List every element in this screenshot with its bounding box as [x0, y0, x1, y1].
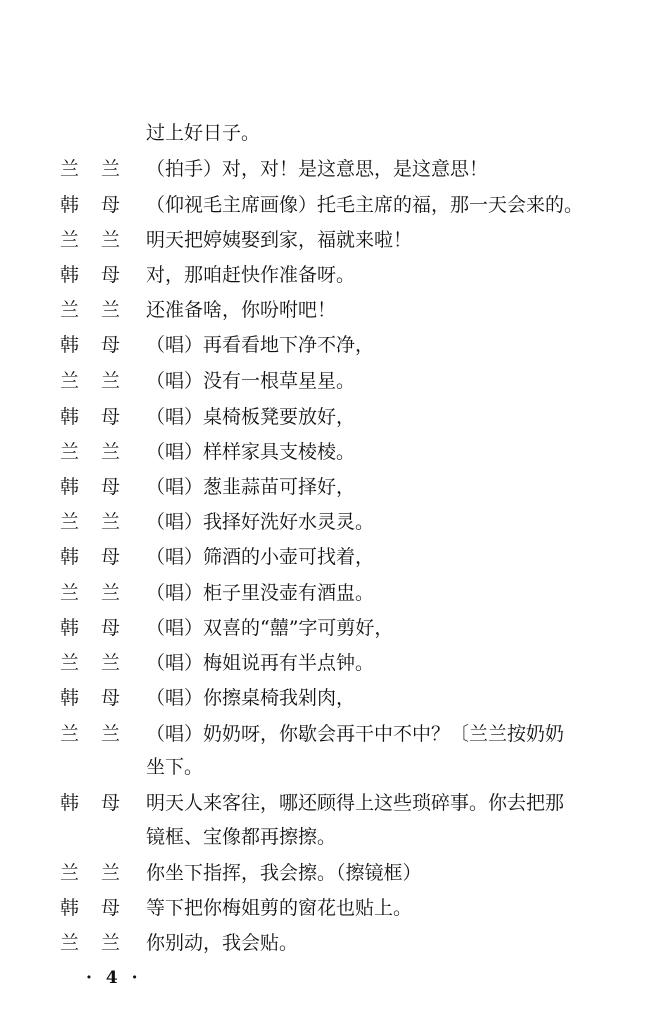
dialogue-line [0, 891, 672, 925]
dialogue-text: （唱）再看看地下净不净， [146, 334, 375, 356]
dialogue-text: （唱）梅姐说再有半点钟。 [146, 652, 375, 674]
dialogue-line [0, 505, 672, 539]
dialogue-line [0, 152, 672, 186]
dialogue-line [0, 258, 672, 292]
dialogue-text: 过上好日子。 [146, 122, 261, 144]
speaker-name: 兰兰 [60, 158, 143, 180]
dialogue-text: 镜框、宝像都再擦擦。 [146, 826, 337, 848]
page-number: · 4 · [86, 968, 142, 988]
dialogue-text: （唱）双喜的“囍”字可剪好， [146, 617, 394, 639]
speaker-name: 韩母 [60, 617, 143, 639]
dialogue-text: （唱）没有一根草星星。 [146, 370, 356, 392]
dialogue-text: 明天人来客往，哪还顾得上这些琐碎事。你去把那 [146, 792, 565, 814]
speaker-name: 兰兰 [60, 299, 143, 321]
dialogue-text: 你别动，我会贴。 [146, 932, 299, 954]
speaker-name: 韩母 [60, 546, 143, 568]
dialogue-text: （唱）葱韭蒜苗可择好， [146, 476, 356, 498]
dialogue-line [0, 540, 672, 574]
dialogue-text: 你坐下指挥，我会擦。（擦镜框） [146, 862, 422, 884]
dialogue-line [0, 293, 672, 327]
dialogue-text: 坐下。 [146, 756, 204, 778]
dialogue-line [0, 400, 672, 434]
speaker-name: 韩母 [60, 406, 143, 428]
speaker-name: 兰兰 [60, 441, 143, 463]
speaker-name: 兰兰 [60, 652, 143, 674]
dialogue-line [0, 188, 672, 222]
speaker-name: 兰兰 [60, 582, 143, 604]
speaker-name: 韩母 [60, 687, 143, 709]
speaker-name: 兰兰 [60, 932, 143, 954]
dialogue-text: （拍手）对，对！是这意思，是这意思！ [146, 158, 489, 180]
dialogue-text: （唱）桌椅板凳要放好， [146, 406, 356, 428]
dialogue-line [0, 926, 672, 960]
speaker-name: 兰兰 [60, 229, 143, 251]
dialogue-line [0, 611, 672, 645]
dialogue-line [0, 856, 672, 890]
dialogue-text: 还准备啥，你吩咐吧！ [146, 299, 337, 321]
dialogue-text: （唱）我择好洗好水灵灵。 [146, 511, 375, 533]
speaker-name: 韩母 [60, 334, 143, 356]
dialogue-text: （唱）样样家具支棱棱。 [146, 441, 356, 463]
dialogue-line [0, 435, 672, 469]
dialogue-line [0, 786, 672, 820]
dialogue-text: 明天把婷姨娶到家，福就来啦！ [146, 229, 413, 251]
speaker-name: 韩母 [60, 476, 143, 498]
dialogue-line [0, 223, 672, 257]
dialogue-line [0, 328, 672, 362]
dialogue-line [0, 576, 672, 610]
speaker-name: 韩母 [60, 264, 143, 286]
dialogue-line [0, 681, 672, 715]
dialogue-text: 等下把你梅姐剪的窗花也贴上。 [146, 897, 413, 919]
speaker-name: 兰兰 [60, 511, 143, 533]
dialogue-line [0, 470, 672, 504]
dialogue-line [0, 646, 672, 680]
dialogue-text: （唱）筛酒的小壶可找着， [146, 546, 375, 568]
dialogue-text: （唱）柜子里没壶有酒盅。 [146, 582, 375, 604]
dialogue-text: （唱）你擦桌椅我剁肉， [146, 687, 356, 709]
speaker-name: 兰兰 [60, 723, 143, 745]
dialogue-line [0, 750, 672, 784]
dialogue-text: 对，那咱赶快作准备呀。 [146, 264, 356, 286]
speaker-name: 兰兰 [60, 370, 143, 392]
dialogue-line [0, 820, 672, 854]
dialogue-line [0, 717, 672, 751]
speaker-name: 韩母 [60, 792, 143, 814]
speaker-name: 兰兰 [60, 862, 143, 884]
dialogue-text: （唱）奶奶呀，你歇会再干中不中？〔兰兰按奶奶 [146, 723, 565, 745]
speaker-name: 韩母 [60, 897, 143, 919]
dialogue-line [0, 364, 672, 398]
dialogue-line [0, 116, 672, 150]
dialogue-text: （仰视毛主席画像）托毛主席的福，那一天会来的。 [146, 194, 584, 216]
speaker-name: 韩母 [60, 194, 143, 216]
